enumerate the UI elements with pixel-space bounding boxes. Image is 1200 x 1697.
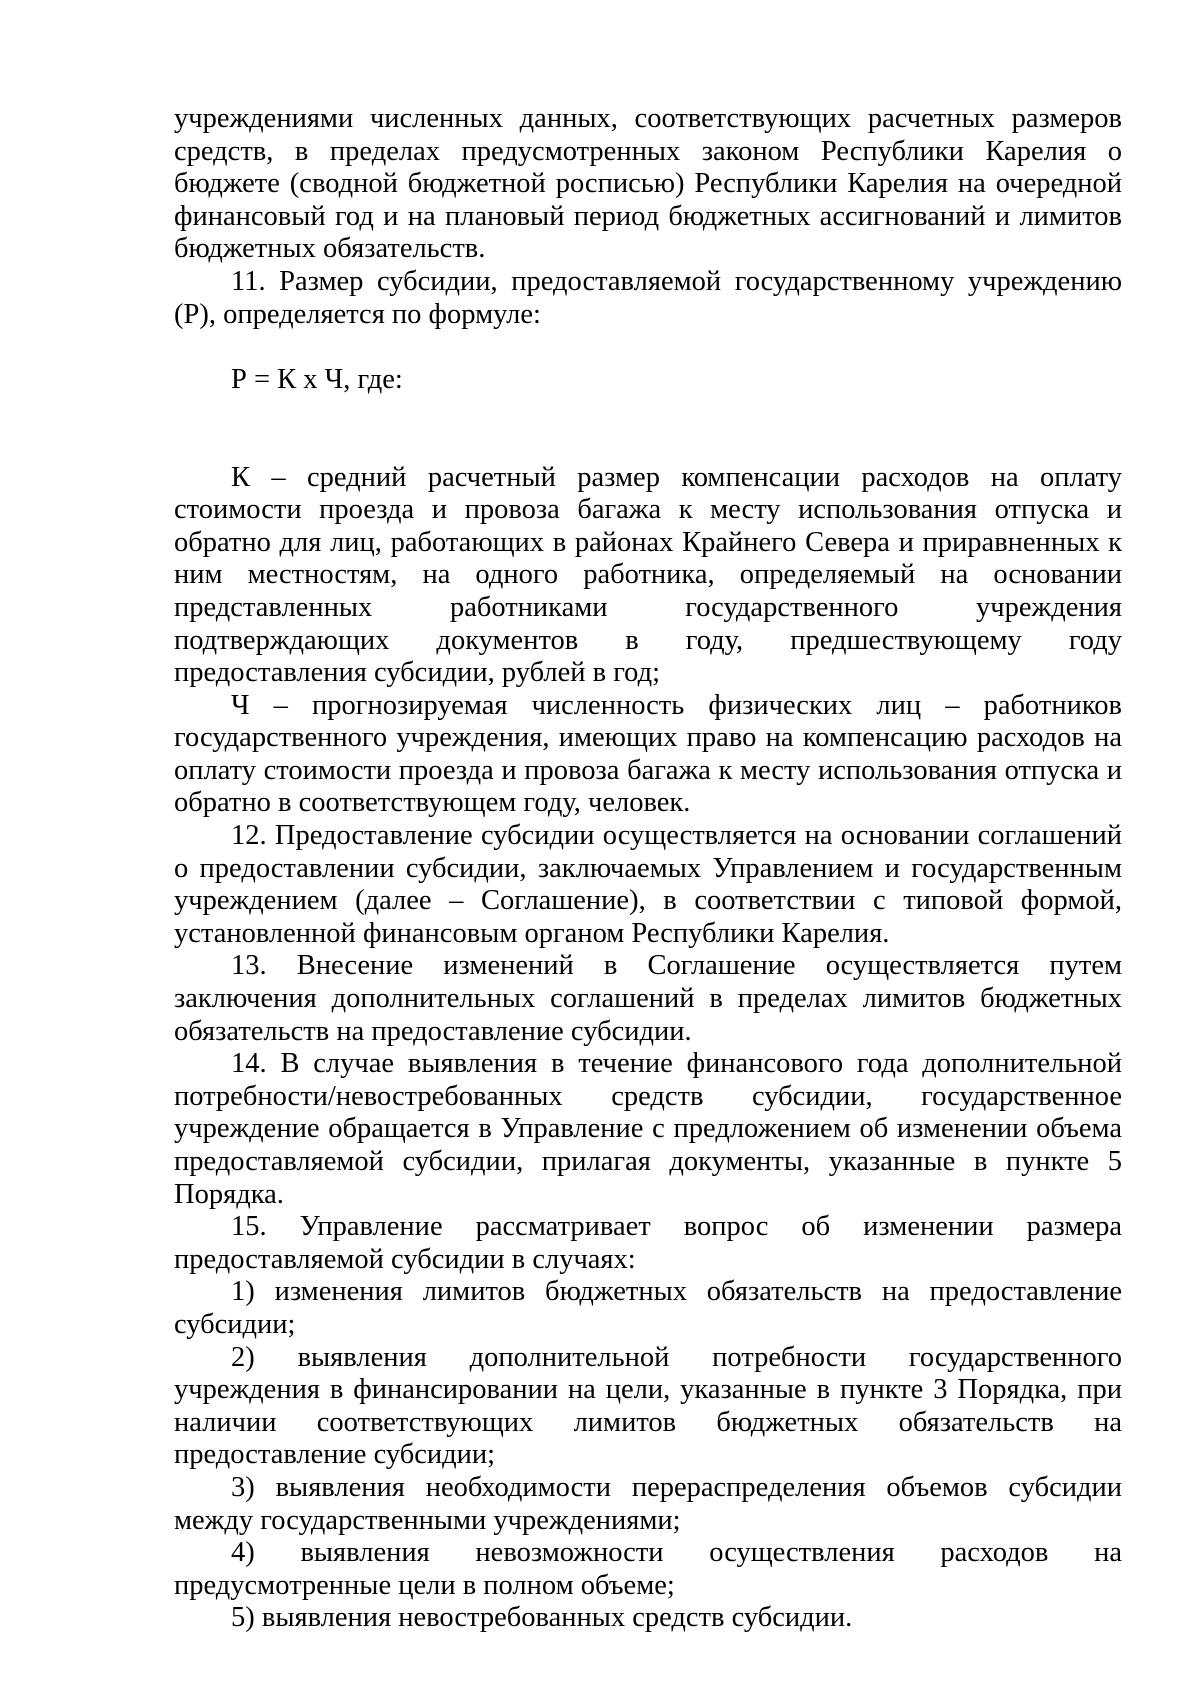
paragraph-11: 11. Размер субсидии, предоставляемой государственному учреждению (Р), определяется по формуле: (174, 265, 1122, 330)
paragraph-continuation: учреждениями численных данных, соответствующих расчетных размеров средств, в пределах предусмотренных законом Республики Карелия о бюджете (сводной бюджетной росписью) Республики Карелия на очередной финансовый год и на плановый период бюджетных ассигнований и лимитов бюджетных обязательств. (174, 103, 1122, 265)
paragraph-15: 15. Управление рассматривает вопрос об изменении размера предоставляемой субсидии в случаях: (174, 1211, 1122, 1275)
paragraph-13: 13. Внесение изменений в Соглашение осуществляется путем заключения дополнительных соглашений в пределах лимитов бюджетных обязательств на предоставление субсидии. (174, 950, 1122, 1047)
paragraph-15-item-2: 2) выявления дополнительной потребности государственного учреждения в финансировании на цели, указанные в пункте 3 Порядка, при наличии соответствующих лимитов бюджетных обязательств на предоставление субсидии; (174, 1341, 1122, 1471)
paragraph-15-item-5: 5) выявления невостребованных средств субсидии. (231, 1602, 853, 1634)
blank-line (174, 429, 1122, 462)
paragraph-15-item-1: 1) изменения лимитов бюджетных обязательств на предоставление субсидии; (174, 1276, 1122, 1340)
paragraph-k-definition: К – средний расчетный размер компенсации расходов на оплату стоимости проезда и провоза багажа к месту использования отпуска и обратно для лиц, работающих в районах Крайнего Севера и приравненных к ним местностям, на одного работника, определяемый на основании представленных работниками государственного учреждения подтверждающих документов в году, предшествующему году предоставления субсидии, рублей в год; (174, 461, 1122, 689)
formula: Р = К х Ч, где: (231, 363, 403, 395)
paragraph-14: 14. В случае выявления в течение финансового года дополнительной потребности/невостребованных средств субсидии, государственное учреждение обращается в Управление с предложением об изменении объема предоставляемой субсидии, прилагая документы, указанные в пункте 5 Порядка. (174, 1048, 1122, 1210)
paragraph-15-item-3: 3) выявления необходимости перераспределения объемов субсидии между государственными учреждениями; (174, 1471, 1122, 1536)
document-body (174, 103, 1122, 1635)
paragraph-ch-definition: Ч – прогнозируемая численность физических лиц – работников государственного учреждения, имеющих право на компенсацию расходов на оплату стоимости проезда и провоза багажа к месту использования отпуска и обратно в соответствующем году, человек. (174, 689, 1122, 819)
paragraph-15-item-4: 4) выявления невозможности осуществления расходов на предусмотренные цели в полном объеме; (174, 1537, 1122, 1601)
paragraph-12: 12. Предоставление субсидии осуществляется на основании соглашений о предоставлении субсидии, заключаемых Управлением и государственным учреждением (далее – Соглашение), в соответствии с типовой формой, установленной финансовым органом Республики Карелия. (174, 820, 1122, 949)
